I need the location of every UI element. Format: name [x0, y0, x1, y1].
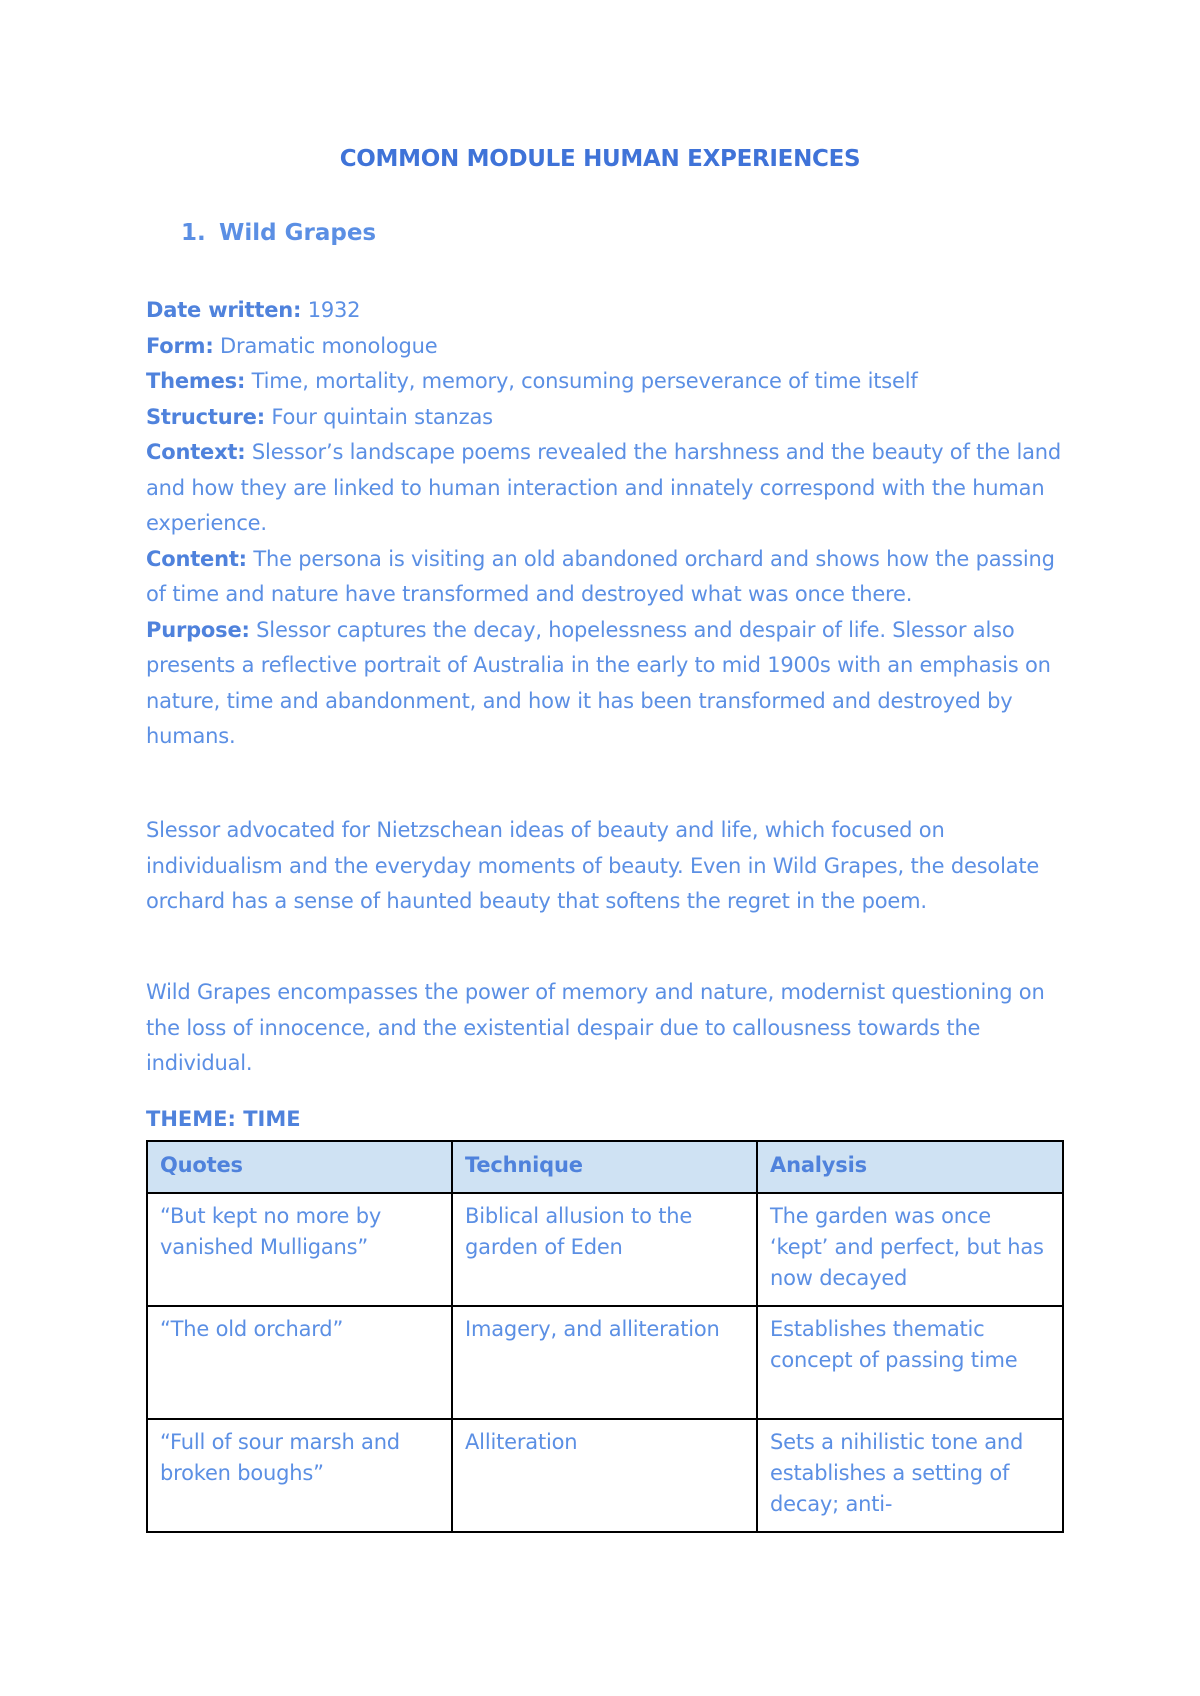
info-value: Dramatic monologue	[213, 333, 438, 358]
info-label: Date written:	[146, 298, 302, 322]
info-label: Structure:	[146, 404, 265, 429]
header-analysis: Analysis	[757, 1141, 1063, 1193]
analysis-cell: The garden was once ‘kept’ and perfect, but has now decayed	[757, 1193, 1063, 1306]
info-value: Four quintain stanzas	[264, 404, 493, 429]
info-form	[146, 329, 1076, 365]
document-title: COMMON MODULE HUMAN EXPERIENCES	[339, 146, 861, 172]
analysis-cell: Sets a nihilistic tone and establishes a setting of decay; anti-	[757, 1419, 1063, 1532]
info-content	[146, 542, 1076, 613]
table-header-row	[147, 1141, 1063, 1193]
section-heading	[181, 220, 376, 246]
table-row	[147, 1193, 1063, 1306]
technique-cell: Alliteration	[452, 1419, 757, 1532]
info-label: Content:	[146, 546, 247, 571]
info-themes	[146, 364, 1076, 400]
technique-cell: Imagery, and alliteration	[452, 1306, 757, 1419]
info-value: Slessor captures the decay, hopelessness and despair of life. Slessor also presents a reflective portrait of Australia in the early to mid 1900s with an emphasis on nature, time and abandonment, and how it has been transformed and destroyed by humans.	[146, 617, 1051, 748]
table-row	[147, 1419, 1063, 1532]
quote-cell: “Full of sour marsh and broken boughs”	[147, 1419, 452, 1532]
paragraph-nietzschean: Slessor advocated for Nietzschean ideas of beauty and life, which focused on individualism and the everyday moments of beauty. Even in Wild Grapes, the desolate orchard has a sense of haunted beauty that softens the regret in the poem.	[146, 818, 1040, 913]
paragraph-memory-nature: Wild Grapes encompasses the power of memory and nature, modernist questioning on the loss of innocence, and the existential despair due to callousness towards the individual.	[146, 980, 1045, 1075]
info-value: Slessor’s landscape poems revealed the harshness and the beauty of the land and how they are linked to human interaction and innately correspond with the human experience.	[146, 440, 1062, 535]
info-purpose	[146, 613, 1076, 755]
info-date-written	[146, 293, 1076, 329]
quote-cell: “But kept no more by vanished Mulligans”	[147, 1193, 452, 1306]
info-value: The persona is visiting an old abandoned orchard and shows how the passing of time and nature have transformed and destroyed what was once there.	[146, 546, 1055, 606]
info-value: 1932	[301, 298, 361, 322]
analysis-cell: Establishes thematic concept of passing time	[757, 1306, 1063, 1419]
header-technique: Technique	[452, 1141, 757, 1193]
quotes-table	[146, 1140, 1064, 1533]
info-structure	[146, 400, 1076, 436]
quote-cell: “The old orchard”	[147, 1306, 452, 1419]
table-row	[147, 1306, 1063, 1419]
section-number: 1.	[181, 220, 206, 246]
info-label: Context:	[146, 440, 246, 464]
technique-cell: Biblical allusion to the garden of Eden	[452, 1193, 757, 1306]
info-context	[146, 435, 1076, 542]
theme-heading: THEME: TIME	[146, 1107, 301, 1131]
header-quotes: Quotes	[147, 1141, 452, 1193]
poem-info-block	[146, 293, 1076, 755]
info-value: Time, mortality, memory, consuming perseverance of time itself	[245, 369, 918, 393]
info-label: Themes:	[146, 369, 246, 393]
info-label: Form:	[146, 333, 214, 358]
info-label: Purpose:	[146, 617, 250, 642]
section-title: Wild Grapes	[219, 220, 377, 246]
